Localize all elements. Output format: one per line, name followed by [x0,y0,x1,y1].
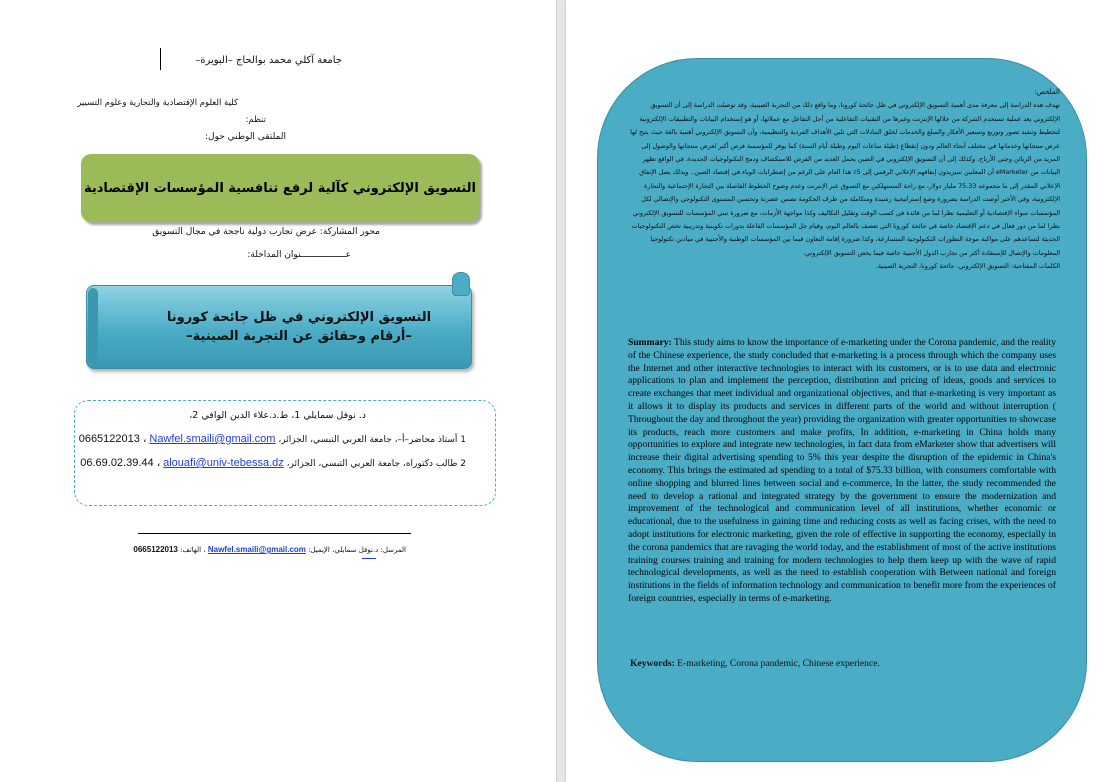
affiliation-2 [80,456,466,469]
university-name: جامعة آكلي محمد بوالحاج –البويرة– [195,55,342,66]
keywords-text: E-marketing, Corona pandemic, Chinese experience. [677,658,880,669]
participation-axis: محور المشاركة: عرض تجارب دولية ناجحة في مجال التسويق [152,227,380,237]
arabic-abstract [624,86,1060,274]
email-1-link[interactable]: Nawfel.smaili@gmail.com [149,433,276,445]
scroll-roll-right [452,272,470,296]
arabic-keywords-label: الكلمات المفتاحية: [1010,262,1060,271]
scroll-roll-left [88,288,98,364]
keywords-label: Keywords: [630,658,675,669]
phone-2: 06.69.02.39.44 ، [80,457,161,469]
right-page [566,0,1120,782]
footer-phone-label: ، الهاتف: [180,546,206,554]
forum-title: التسويق الإلكتروني كآلية لرفع تنافسية المؤسسات الإقتصادية [84,180,476,196]
arabic-keywords [624,260,1060,273]
footnote-rule [138,533,411,534]
english-abstract [628,337,1056,606]
affiliation-1-text: 1 أستاذ محاضر–أ–، جامعة العربي التبسي، الجزائر، [278,435,466,445]
paper-title-scroll [86,285,472,369]
phone-1: 0665122013 ، [78,433,147,445]
summary-text: This study aims to know the importance of e-marketing under the Corona pandemic, and the reality of the Chinese experience, the study concluded that e-marketing is a process through which the company uses the Internet and other interactive technologies to interact with its customers, or is to use data and electronic applications to plan and implement the perception, distribution and pricing of ideas, goods and services to create exchanges that meet individual and organizational objectives, and that e-marketing is very important as it allows it to display its products and services in different parts of the world and without interruption ( Throughout the day and throughout the year) providing the organization with greater opportunities to showcase its products, reach more customers and make profits, In addition, e-marketing in China holds many opportunities to explore and integrate new technologies, in fact data from eMarketer show that advertisers will increase their digital advertising spending to 5% this year despite the disruption of the epidemic in China's economy. This brings the estimated ad spending to a total of $75.33 billion, with consumers comfortable with online shopping and blurred lines between social and e-commerce, In the latter, the study recommended the need to develop a rational and integrated strategy by the government to ensure the modernization and improvement of the technological and communication level of all institutions, whether economic or educational, due to the usefulness in gaining time and reducing costs as well as facing crises, with the need to adopt institutions for electronic marketing, given the role of effective in supporting the economy, especially in the corona pandemics that are ravaging the world today, and the establishment of most of the active institutions training courses training and training for modern technologies to help them keep up with the wave of rapid technological developments, as well as the need to establish cooperation with Between national and foreign institutions in the fields of information technology and communication to benefit more from the experiences of foreign countries, especially in terms of e-marketing. [628,337,1056,604]
footnote-underline [362,558,376,559]
forum-label: الملتقى الوطني حول: [205,132,286,142]
left-page [0,0,556,782]
affiliation-1 [79,432,466,445]
email-2-link[interactable]: alouafi@univ-tebessa.dz [163,457,284,469]
affiliation-2-text: 2 طالب دكتوراه، جامعة العربي التبسي، الجزائر، [286,459,466,469]
intervention-title-label: عـــــــــــــــــنوان المداخلة: [247,250,351,260]
paper-title-line-1: التسويق الإلكتروني في ظل جائحة كورونا [166,310,432,325]
authors: د. نوفل سمايلي 1، ط.د.علاء الدين الوافي 2، [189,410,366,421]
arabic-abstract-text: تهدف هذه الدراسة إلى معرفة مدى أهمية التسويق الإلكتروني في ظل جائحة كورونا، وما واقع ذلك من التجربة الصينية، وقد توصلت الدراسة إلى أن التسويق الإلكتروني يعد عملية تستخدم الشركة من خلالها الإنترنت وغيرها من التقنيات التفاعلية من أجل التفاعل مع عملائها، أو هو إستخدام البيانات والتطبيقات الإلكترونية لتخطيط وتنفيذ تصور وتوزيع وتسعير الأفكار والسلع والخدمات لخلق التبادلات التي تلبي الأهداف الفردية والتنظيمية، وأن التسويق الإلكتروني أهمية بالغة حيث يتيح لها عرض منتجاتها وخدماتها في مختلف أنحاء العالم ودون إنقطاع (طيلة ساعات اليوم وطيلة أيام السنة) كما يوفر للمؤسسة فرص أكبر لعرض منتجاتها والوصول إلى المزيد من الزبائن وجني الأرباح، وكذلك إلى أن التسويق الإلكتروني في الصين يحمل العديد من الفرص للاستكشاف ودمج التكنولوجيات الجديدة، في الواقع تظهر البيانات من eMarketer أن المعلنين سيزيدون إنفاقهم الإعلاني الرقمي إلى 5٪ هذا العام على الرغم من إضطرابات الوباء في إقتصاد الصين.. وبذلك يصل الإنفاق الإعلاني المقدر إلى ما مجموعه 75.33 مليار دولار، مع راحة المستهلكين مع التسوق عبر الإنترنت وعدم وضوح الخطوط الفاصلة بين التجارة الإجتماعية والتجارة الإلكترونية، وفي الأخير أوصت الدراسة بضرورة وضع إستراتيجية رشيدة ومتكاملة من طرف الحكومة تضمن عصرنة وتحسين المستوى التكنولوجي والإتصالي لكل المؤسسات سواء الإقتصادية أو التعليمية نظرا لما من فائدة في كسب الوقت وتقليل التكاليف وكذا مواجهة الأزمات، مع ضرورة تبني المؤسسات للتسويق الإلكتروني نظرا لما من دور فعال في دعم الإقتصاد خاصة في جائحة كورونا التي تعصف بالعالم اليوم، وقيام جل المؤسسات الفاعلة بدورات تكوينية وتدريبية تخص التكنولوجيات الحديثة لتساعدهم على مواكبة موجة التطورات التكنولوجية المتسارعة، وكذا ضرورة إقامة التعاون فيما بين المؤسسات الوطنية والأجنبية في ميادين تكنولوجيا المعلومات والإتصال للإستفادة أكثر من تجارب الدول الأجنبية خاصة فيما يخص التسويق الإلكتروني. [630,101,1060,257]
english-keywords [630,658,880,669]
footer-label: المرسل: د.نوفل سمايلي، الإيميل: [308,546,406,554]
sender-footnote [133,545,406,554]
arabic-keywords-text: التسويق الإلكتروني، جائحة كورونا، التجربة الصينية. [875,262,1009,271]
forum-title-banner [81,154,479,222]
text-cursor [160,48,161,70]
footer-email-link[interactable]: Nawfel.smaili@gmail.com [207,545,306,554]
organizes-label: تنظم: [245,115,266,125]
faculty-name: كلية العلوم الإقتصادية والتجارية وعلوم التسيير [77,98,238,108]
footer-phone: 0665122013 [133,545,178,554]
arabic-abstract-label: الملخص: [1034,88,1060,96]
summary-label: Summary: [628,337,672,348]
paper-title-line-2: –أرقام وحقائق عن التجربة الصينية– [186,329,412,344]
